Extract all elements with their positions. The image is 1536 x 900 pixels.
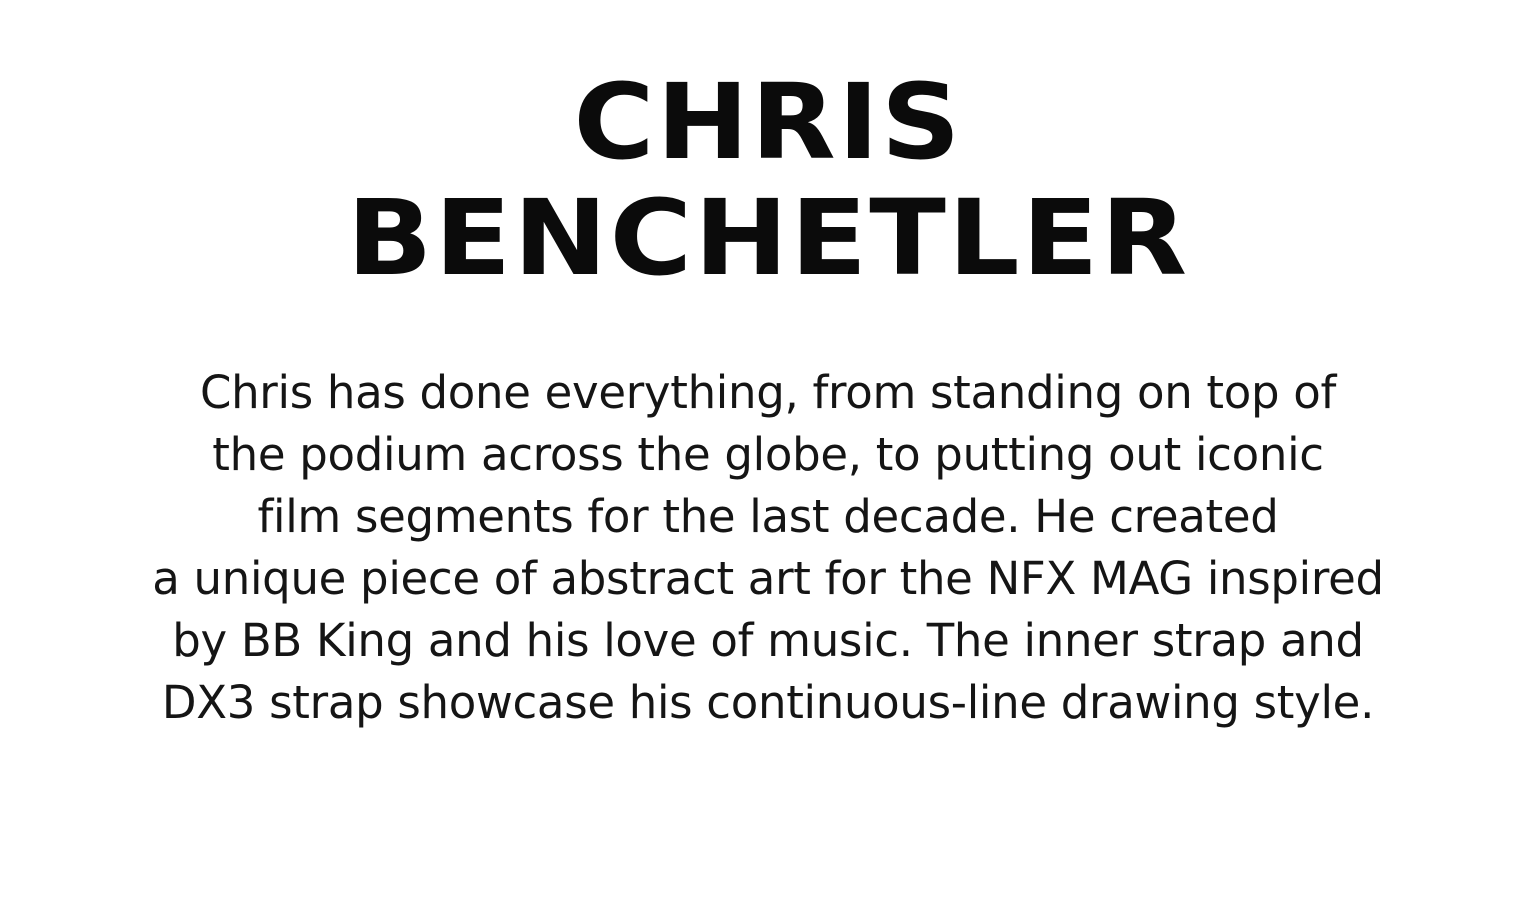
page-title-line-2: BENCHETLER — [346, 176, 1190, 299]
bio-paragraph — [18, 362, 1518, 735]
bio-line: by BB King and his love of music. The inner strap and — [172, 614, 1364, 668]
bio-line: Chris has done everything, from standing on top of — [199, 365, 1337, 419]
page-title-line-1: CHRIS — [573, 61, 963, 183]
bio-line: DX3 strap showcase his continuous-line drawing style. — [161, 676, 1375, 730]
bio-line: the podium across the globe, to putting out iconic — [212, 427, 1324, 481]
bio-line: a unique piece of abstract art for the NFX MAG inspired — [152, 552, 1384, 606]
bio-line: film segments for the last decade. He created — [257, 490, 1279, 543]
page-title — [0, 61, 1536, 299]
